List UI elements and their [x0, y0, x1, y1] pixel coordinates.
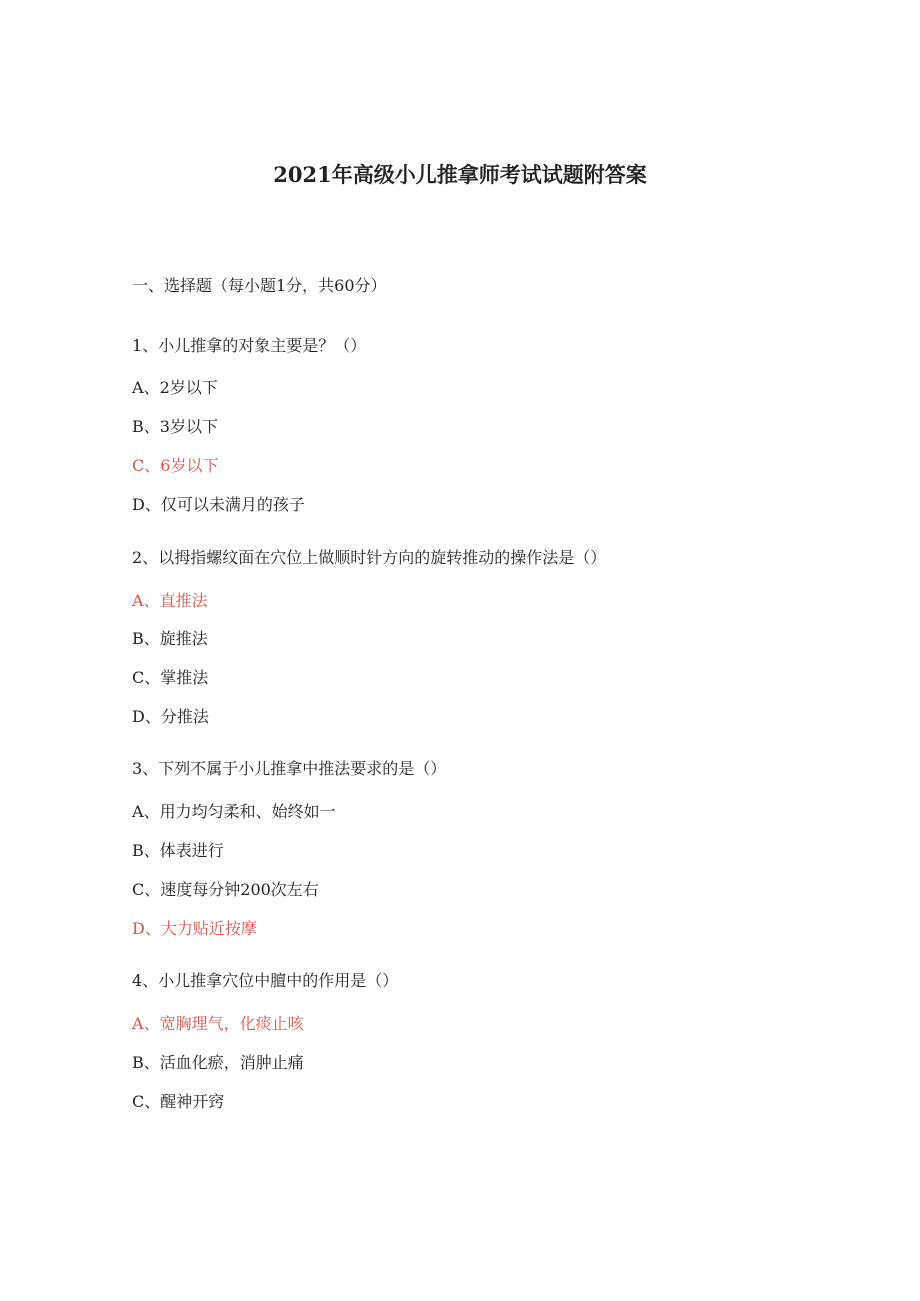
question-number: 3 、	[132, 759, 158, 778]
question-text: 小儿推拿的对象主要是？（）	[158, 336, 367, 355]
question-2	[132, 546, 606, 570]
q4-option-c	[132, 1090, 224, 1114]
question-number: 2 、	[132, 548, 158, 567]
option-text: 醒神开窍	[160, 1092, 225, 1111]
document-title: 2021年高级小儿推拿师考试试题附答案	[273, 162, 647, 187]
option-key: A 、	[132, 802, 160, 821]
option-text: 直推法	[159, 591, 208, 610]
option-key: A 、	[132, 591, 160, 610]
q3-option-a	[132, 800, 336, 824]
option-key: A 、	[132, 1014, 160, 1033]
q2-option-c	[132, 666, 208, 690]
q1-option-b	[132, 415, 218, 439]
q2-option-b	[132, 627, 208, 651]
q2-option-a-correct-answer	[132, 589, 208, 613]
q1-option-d	[132, 493, 305, 517]
option-key: D 、	[132, 707, 161, 726]
option-key: D 、	[132, 495, 161, 514]
q1-option-a	[132, 376, 218, 400]
question-text: 下列不属于小儿推拿中推法要求的是（）	[158, 759, 447, 778]
option-text: 体表进行	[159, 841, 224, 860]
option-key: B 、	[132, 629, 160, 648]
q3-option-c	[132, 878, 319, 902]
q3-option-b	[132, 839, 224, 863]
question-3	[132, 757, 446, 781]
q1-option-c-correct-answer	[132, 454, 218, 478]
option-key: C 、	[132, 880, 160, 899]
question-text: 以拇指螺纹面在穴位上做顺时针方向的旋转推动的操作法是（）	[158, 548, 607, 567]
option-key: A 、	[132, 378, 160, 397]
option-text: 用力均匀柔和、始终如一	[159, 802, 336, 821]
question-1	[132, 334, 366, 358]
option-text: 3岁以下	[159, 417, 218, 436]
option-text: 仅可以未满月的孩子	[160, 495, 305, 514]
option-text: 大力贴近按摩	[160, 919, 257, 938]
option-key: B 、	[132, 1053, 160, 1072]
question-4	[132, 969, 398, 993]
option-key: C 、	[132, 668, 160, 687]
option-text: 6岁以下	[160, 456, 219, 475]
option-key: B 、	[132, 417, 160, 436]
option-text: 速度每分钟200次左右	[160, 880, 319, 899]
option-key: B 、	[132, 841, 160, 860]
section-heading: 一、选择题（每小题1分，共60分）	[132, 276, 387, 295]
option-text: 旋推法	[159, 629, 208, 648]
option-key: C 、	[132, 1092, 160, 1111]
q4-option-b	[132, 1051, 304, 1075]
option-key: C 、	[132, 456, 160, 475]
q3-option-d-correct-answer	[132, 917, 257, 941]
option-text: 掌推法	[160, 668, 209, 687]
q4-option-a-correct-answer	[132, 1012, 304, 1036]
option-text: 宽胸理气，化痰止咳	[159, 1014, 304, 1033]
option-text: 分推法	[160, 707, 209, 726]
question-number: 1 、	[132, 336, 158, 355]
question-number: 4 、	[132, 971, 158, 990]
q2-option-d	[132, 705, 209, 729]
question-text: 小儿推拿穴位中膻中的作用是（）	[158, 971, 399, 990]
option-key: D 、	[132, 919, 161, 938]
option-text: 2岁以下	[159, 378, 218, 397]
option-text: 活血化瘀，消肿止痛	[159, 1053, 304, 1072]
